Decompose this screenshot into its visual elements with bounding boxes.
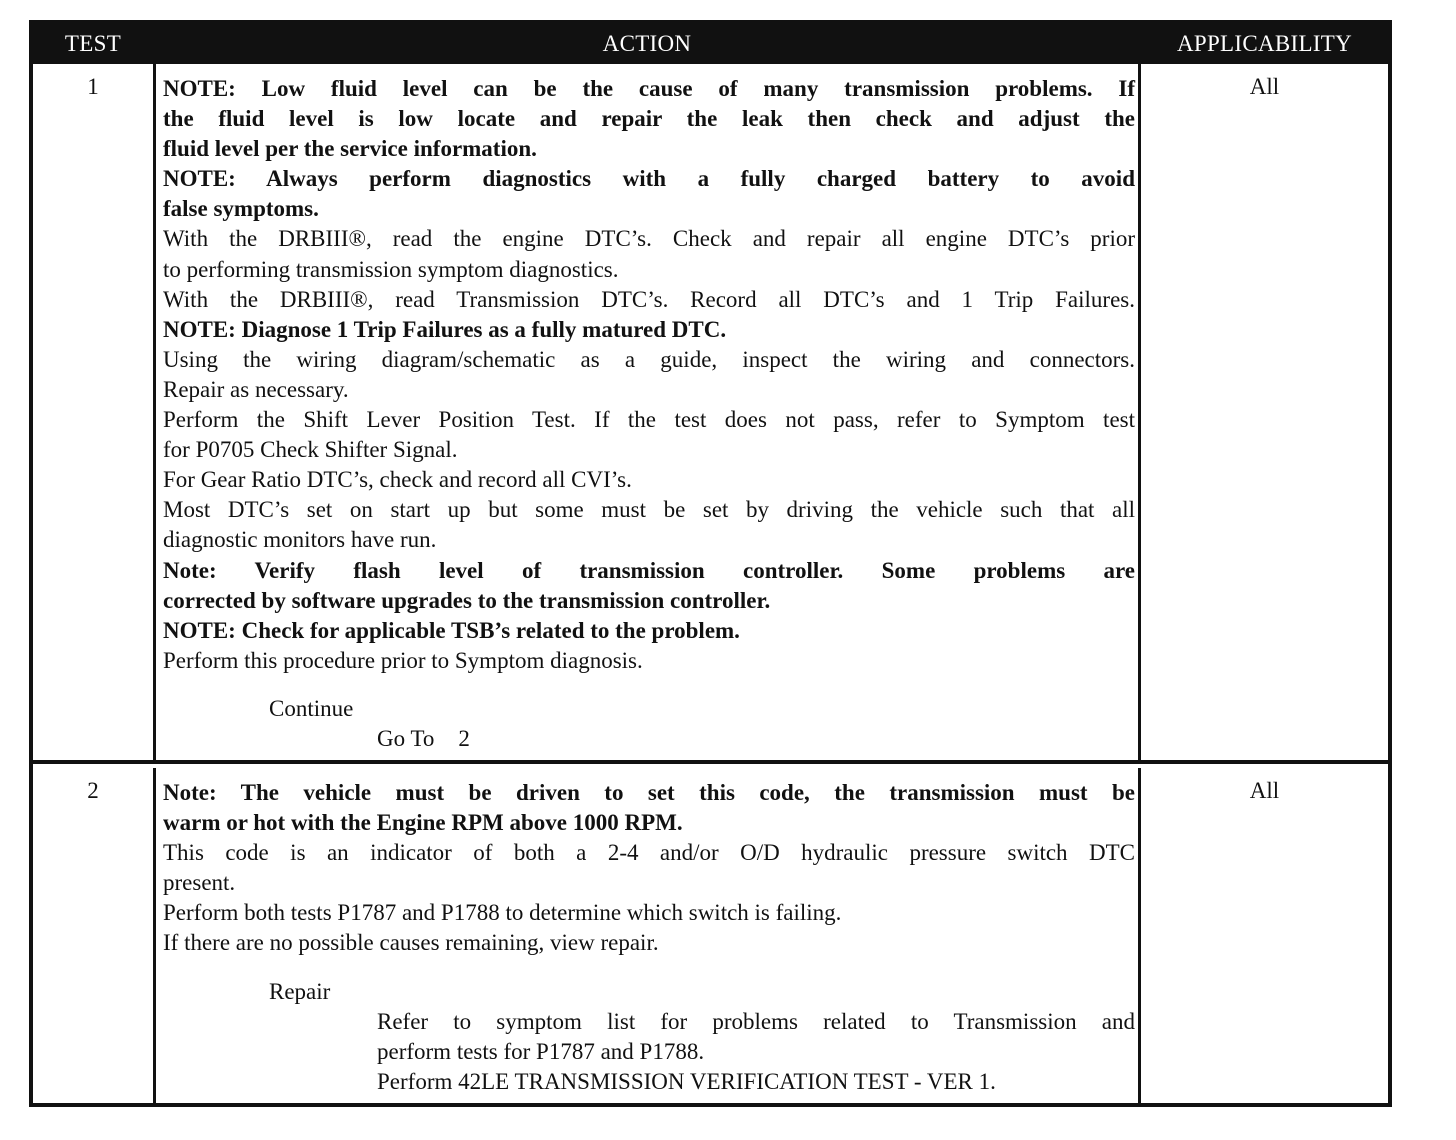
- applicability-value: All: [1249, 74, 1280, 99]
- table-header: [33, 24, 1388, 64]
- goto-target: 2: [458, 725, 470, 751]
- action-line: Repair as necessary.: [163, 376, 349, 402]
- action-line: NOTE: Check for applicable TSB’s related to the problem.: [163, 617, 740, 643]
- action-line: the fluid level is low locate and repair the leak then check and adjust the: [163, 106, 1135, 132]
- action-cell: [163, 778, 1135, 1097]
- repair-line: perform tests for P1787 and P1788.: [377, 1038, 705, 1064]
- column-divider: [1138, 64, 1141, 760]
- action-line: warm or hot with the Engine RPM above 1000 RPM.: [163, 810, 683, 836]
- repair-line: Refer to symptom list for problems related to Transmission and: [377, 1008, 1135, 1034]
- action-line: Perform this procedure prior to Symptom diagnosis.: [163, 647, 643, 673]
- goto-label: Go To: [377, 725, 435, 751]
- action-line: NOTE: Low fluid level can be the cause of many transmission problems. If: [163, 76, 1135, 101]
- test-number: 1: [87, 74, 99, 99]
- action-line: With the DRBIII®, read Transmission DTC’s. Record all DTC’s and 1 Trip Failures.: [163, 286, 1135, 312]
- action-line: NOTE: Always perform diagnostics with a fully charged battery to avoid: [163, 166, 1135, 192]
- action-line: present.: [163, 870, 236, 896]
- table-row: [33, 64, 1388, 764]
- goto-instruction: [163, 724, 1135, 754]
- action-line: corrected by software upgrades to the transmission controller.: [163, 587, 771, 613]
- spacer: [163, 676, 1135, 694]
- column-divider: [1138, 768, 1141, 1107]
- table-row: [33, 768, 1388, 1107]
- result-label: Continue: [269, 695, 354, 721]
- diagnostic-test-table: [29, 20, 1392, 1107]
- spacer: [163, 959, 1135, 977]
- header-action: ACTION: [602, 31, 692, 56]
- action-line: This code is an indicator of both a 2-4 and/or O/D hydraulic pressure switch DTC: [163, 840, 1135, 866]
- test-number: 2: [87, 778, 99, 803]
- action-cell: [163, 74, 1135, 754]
- action-line: diagnostic monitors have run.: [163, 527, 437, 553]
- action-line: Most DTC’s set on start up but some must be set by driving the vehicle such that all: [163, 497, 1135, 523]
- action-line: For Gear Ratio DTC’s, check and record all CVI’s.: [163, 467, 632, 493]
- action-line: Note: The vehicle must be driven to set this code, the transmission must be: [163, 780, 1135, 805]
- action-line: Perform the Shift Lever Position Test. If the test does not pass, refer to Symptom test: [163, 407, 1135, 433]
- column-divider: [153, 768, 156, 1107]
- applicability-value: All: [1249, 778, 1280, 803]
- action-line: Note: Verify flash level of transmission controller. Some problems are: [163, 557, 1135, 583]
- action-line: false symptoms.: [163, 196, 319, 222]
- action-line: NOTE: Diagnose 1 Trip Failures as a fully matured DTC.: [163, 316, 727, 342]
- repair-line: Perform 42LE TRANSMISSION VERIFICATION TEST - VER 1.: [377, 1068, 996, 1094]
- header-test: TEST: [64, 31, 122, 56]
- result-label: Repair: [269, 978, 331, 1004]
- action-line: to performing transmission symptom diagnostics.: [163, 256, 619, 282]
- header-applicability: APPLICABILITY: [1176, 31, 1353, 56]
- action-line: If there are no possible causes remaining, view repair.: [163, 930, 659, 956]
- action-line: for P0705 Check Shifter Signal.: [163, 437, 458, 463]
- action-line: With the DRBIII®, read the engine DTC’s. Check and repair all engine DTC’s prior: [163, 226, 1135, 252]
- action-line: Using the wiring diagram/schematic as a guide, inspect the wiring and connectors.: [163, 346, 1135, 372]
- action-line: fluid level per the service information.: [163, 136, 537, 162]
- column-divider: [153, 64, 156, 760]
- action-line: Perform both tests P1787 and P1788 to determine which switch is failing.: [163, 900, 842, 926]
